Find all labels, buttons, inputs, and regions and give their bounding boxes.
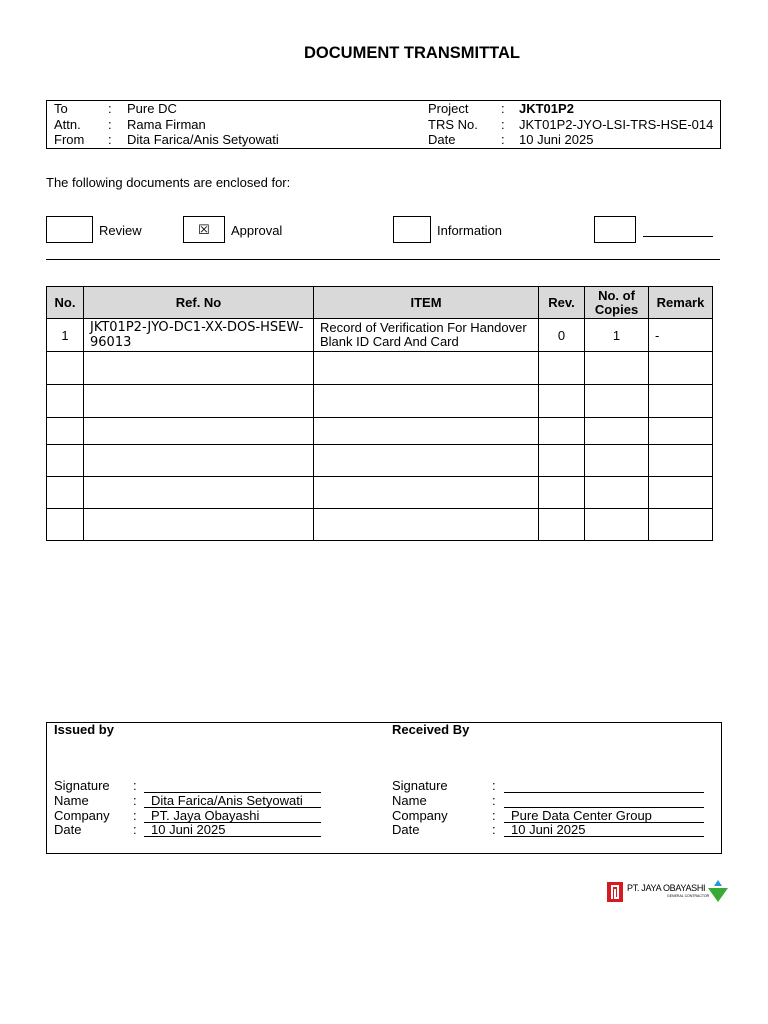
cell-rev <box>539 418 585 445</box>
cell-copies <box>585 445 649 477</box>
cell-copies <box>585 418 649 445</box>
received-company-label: Company <box>392 808 448 823</box>
colon: : <box>108 132 112 147</box>
cell-item <box>314 445 539 477</box>
cell-no <box>47 418 84 445</box>
cell-no <box>47 385 84 418</box>
to-label: To <box>54 101 68 116</box>
issued-date-label: Date <box>54 822 82 837</box>
attn-value: Rama Firman <box>127 117 206 132</box>
received-name-field[interactable] <box>504 794 704 808</box>
approval-label: Approval <box>231 223 283 238</box>
review-label: Review <box>99 223 142 238</box>
issued-signature-label: Signature <box>54 778 110 793</box>
jaya-obayashi-emblem-icon <box>607 882 623 902</box>
issued-date-field[interactable]: 10 Juni 2025 <box>144 823 321 837</box>
cell-ref <box>84 418 314 445</box>
received-date-field[interactable]: 10 Juni 2025 <box>504 823 704 837</box>
cell-ref <box>84 509 314 541</box>
trs-label: TRS No. <box>428 117 478 132</box>
information-checkbox[interactable] <box>393 216 431 243</box>
colon: : <box>501 132 505 147</box>
cell-copies <box>585 352 649 385</box>
issued-name-field[interactable]: Dita Farica/Anis Setyowati <box>144 794 321 808</box>
cell-rev <box>539 352 585 385</box>
cell-remark <box>649 418 713 445</box>
table-row <box>47 352 713 385</box>
cell-ref <box>84 445 314 477</box>
obayashi-diamond-icon <box>708 880 728 902</box>
signoff-box <box>46 722 722 854</box>
col-header-ref: Ref. No <box>84 287 314 319</box>
cell-rev <box>539 445 585 477</box>
cell-ref <box>84 385 314 418</box>
cell-rev <box>539 477 585 509</box>
received-by-title: Received By <box>392 722 470 737</box>
cell-copies <box>585 385 649 418</box>
cell-remark: - <box>649 319 713 352</box>
cell-item <box>314 352 539 385</box>
cell-item <box>314 477 539 509</box>
col-header-no: No. <box>47 287 84 319</box>
documents-table <box>46 286 713 541</box>
cell-ref <box>84 477 314 509</box>
from-value: Dita Farica/Anis Setyowati <box>127 132 279 147</box>
logo-subtext: GENERAL CONTRACTOR <box>667 894 710 898</box>
company-logo <box>607 880 729 904</box>
header-row-to <box>47 101 720 117</box>
approval-checkbox[interactable]: ☒ <box>183 216 225 243</box>
colon: : <box>108 101 112 116</box>
col-header-rev: Rev. <box>539 287 585 319</box>
table-row <box>47 477 713 509</box>
colon: : <box>492 793 496 808</box>
cell-copies: 1 <box>585 319 649 352</box>
from-label: From <box>54 132 85 147</box>
cell-no <box>47 352 84 385</box>
document-title: DOCUMENT TRANSMITTAL <box>304 44 520 62</box>
enclosed-text: The following documents are enclosed for: <box>46 175 291 190</box>
colon: : <box>133 778 137 793</box>
col-header-item: ITEM <box>314 287 539 319</box>
table-header-row <box>47 287 713 319</box>
colon: : <box>133 808 137 823</box>
colon: : <box>501 117 505 132</box>
cell-no <box>47 477 84 509</box>
received-name-label: Name <box>392 793 427 808</box>
cell-no <box>47 509 84 541</box>
date-label: Date <box>428 132 456 147</box>
table-row <box>47 319 713 352</box>
cell-rev <box>539 509 585 541</box>
trs-value: JKT01P2-JYO-LSI-TRS-HSE-014 <box>519 117 714 132</box>
cell-remark <box>649 477 713 509</box>
header-row-from <box>47 132 720 148</box>
issued-by-title: Issued by <box>54 722 114 737</box>
received-company-field[interactable]: Pure Data Center Group <box>504 809 704 823</box>
logo-text: PT. JAYA OBAYASHI <box>627 883 706 893</box>
colon: : <box>501 101 505 116</box>
col-header-copies: No. of Copies <box>585 287 649 319</box>
other-purpose-field[interactable] <box>643 236 713 237</box>
cell-item <box>314 385 539 418</box>
header-row-attn <box>47 117 720 133</box>
cell-item: Record of Verification For Handover Blank ID Card And Card <box>314 319 539 352</box>
cell-rev: 0 <box>539 319 585 352</box>
issued-company-label: Company <box>54 808 110 823</box>
colon: : <box>133 822 137 837</box>
received-signature-field[interactable] <box>504 779 704 793</box>
cell-ref <box>84 352 314 385</box>
colon: : <box>133 793 137 808</box>
cell-ref: JKT01P2-JYO-DC1-XX-DOS-HSEW-96013 <box>84 319 314 352</box>
cell-remark <box>649 445 713 477</box>
colon: : <box>492 808 496 823</box>
table-row <box>47 445 713 477</box>
table-row <box>47 418 713 445</box>
cell-copies <box>585 477 649 509</box>
cell-copies <box>585 509 649 541</box>
review-checkbox[interactable] <box>46 216 93 243</box>
cell-remark <box>649 509 713 541</box>
table-row <box>47 385 713 418</box>
issued-company-field[interactable]: PT. Jaya Obayashi <box>144 809 321 823</box>
cell-remark <box>649 385 713 418</box>
other-checkbox[interactable] <box>594 216 636 243</box>
cell-no: 1 <box>47 319 84 352</box>
received-signature-label: Signature <box>392 778 448 793</box>
cell-remark <box>649 352 713 385</box>
colon: : <box>108 117 112 132</box>
project-label: Project <box>428 101 469 116</box>
table-row <box>47 509 713 541</box>
cell-rev <box>539 385 585 418</box>
colon: : <box>492 822 496 837</box>
divider <box>46 259 720 260</box>
colon: : <box>492 778 496 793</box>
issued-name-label: Name <box>54 793 89 808</box>
header-info-box <box>46 100 721 149</box>
cell-item <box>314 418 539 445</box>
received-date-label: Date <box>392 822 420 837</box>
date-value: 10 Juni 2025 <box>519 132 594 147</box>
cell-item <box>314 509 539 541</box>
project-value: JKT01P2 <box>519 101 574 116</box>
attn-label: Attn. <box>54 117 81 132</box>
information-label: Information <box>437 223 503 238</box>
issued-signature-field[interactable] <box>144 779 321 793</box>
cell-no <box>47 445 84 477</box>
col-header-remark: Remark <box>649 287 713 319</box>
to-value: Pure DC <box>127 101 177 116</box>
